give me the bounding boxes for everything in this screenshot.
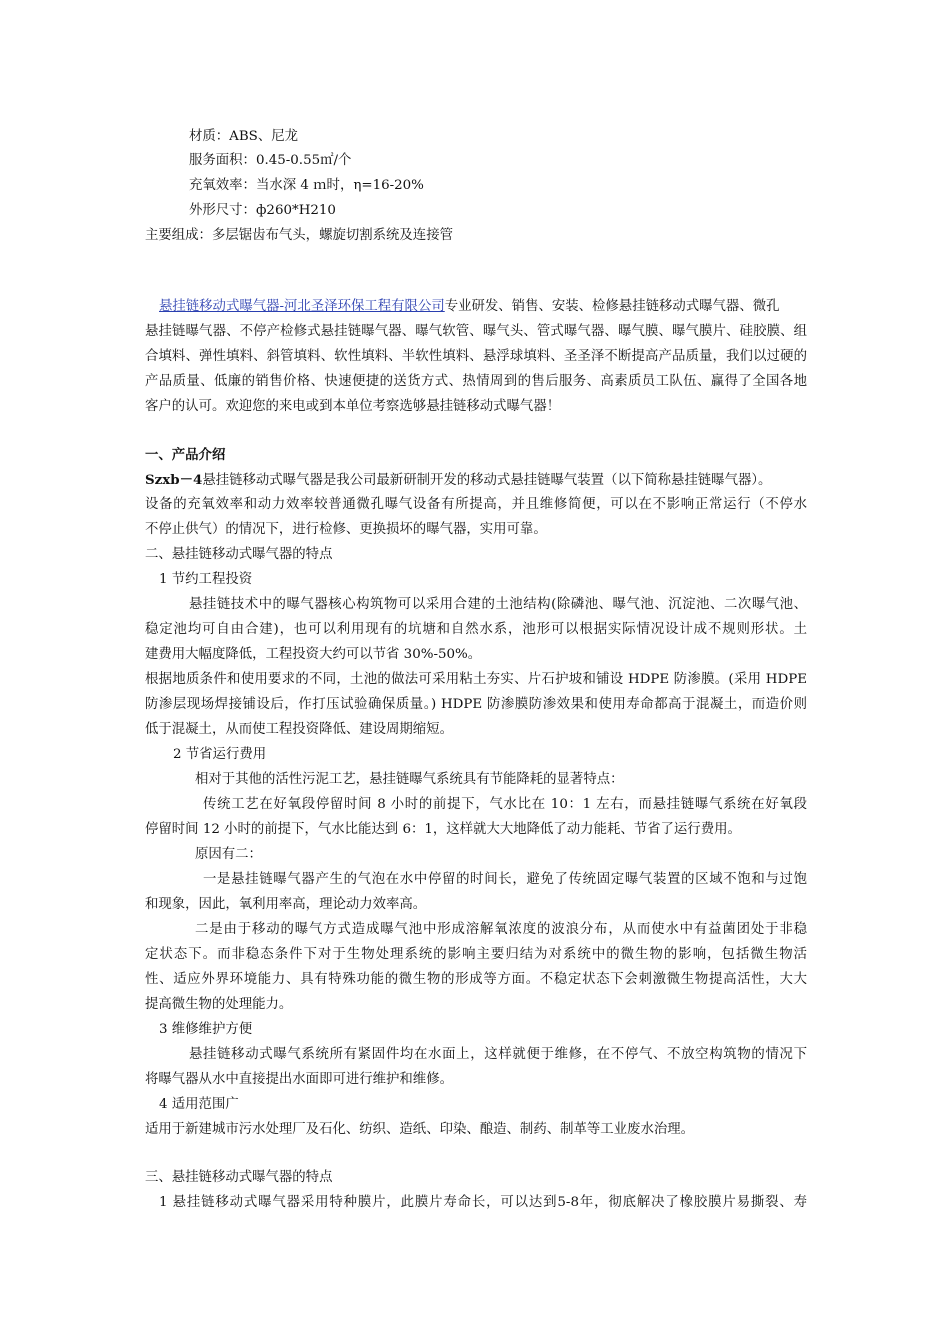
section-2-item-2-p2-l1: 传统工艺在好氧段停留时间 8 小时的前提下，气水比在 10：1 左右，而悬挂链曝气系统在好氧段 <box>203 797 807 812</box>
section-2-item-1-p2-l1: 根据地质条件和使用要求的不同，土池的做法可采用粘土夯实、片石护坡和铺设 HDPE 防渗膜。(采用 HDPE <box>145 672 807 687</box>
spec-composition: 主要组成：多层锯齿布气头，螺旋切割系统及连接管 <box>145 228 453 243</box>
spec-material: 材质：ABS、尼龙 <box>189 129 299 144</box>
intro-line-5: 客户的认可。欢迎您的来电或到本单位考察选够悬挂链移动式曝气器！ <box>145 399 561 414</box>
model-number: Szxb－4 <box>145 472 203 488</box>
section-2-heading: 二、悬挂链移动式曝气器的特点 <box>145 547 333 562</box>
section-1-line-1-text: 悬挂链移动式曝气器是我公司最新研制开发的移动式悬挂链曝气装置（以下简称悬挂链曝气器）。 <box>202 473 772 488</box>
intro-line-3: 合填料、弹性填料、斜管填料、软性填料、半软性填料、悬浮球填料、圣圣泽不断提高产品质量，我们以过硬的 <box>145 349 807 364</box>
section-3-heading: 三、悬挂链移动式曝气器的特点 <box>145 1170 333 1185</box>
section-2-item-4-l1: 适用于新建城市污水处理厂及石化、纺织、造纸、印染、酿造、制药、制革等工业废水治理。 <box>145 1122 695 1137</box>
intro-line-4: 产品质量、低廉的销售价格、快速便捷的送货方式、热情周到的售后服务、高素质员工队伍、赢得了全国各地 <box>145 374 807 389</box>
section-2-item-3-l2: 将曝气器从水中直接提出水面即可进行维护和维修。 <box>145 1072 453 1087</box>
section-2-item-2-title: 2 节省运行费用 <box>173 747 267 762</box>
section-2-item-1-p2-l3: 低于混凝土，从而使工程投资降低、建设周期缩短。 <box>145 722 453 737</box>
intro-line-1-text: 专业研发、销售、安装、检修悬挂链移动式曝气器、微孔 <box>444 299 780 314</box>
section-2-item-1-p1-l1: 悬挂链技术中的曝气器核心构筑物可以采用合建的土池结构(除磷池、曝气池、沉淀池、二次曝气池、 <box>189 597 807 612</box>
spec-service-area: 服务面积：0.45-0.55㎡/个 <box>189 153 352 168</box>
section-1-heading: 一、产品介绍 <box>145 447 226 463</box>
section-1-line-2: 设备的充氧效率和动力效率较普通微孔曝气设备有所提高，并且维修简便，可以在不影响正常运行（不停水 <box>145 497 807 512</box>
spec-dimensions: 外形尺寸：ф260*H210 <box>189 203 336 218</box>
section-2-item-1-p1-l3: 建费用大幅度降低，工程投资大约可以节省 30%-50%。 <box>145 647 482 662</box>
intro-line-2: 悬挂链曝气器、不停产检修式悬挂链曝气器、曝气软管、曝气头、管式曝气器、曝气膜、曝气膜片、硅胶膜、组 <box>145 324 807 339</box>
section-2-item-2-r2-l2: 定状态下。而非稳态条件下对于生物处理系统的影响主要归结为对系统中的微生物的影响，包括微生物活 <box>145 947 807 962</box>
section-2-item-2-p2-l2: 停留时间 12 小时的前提下，气水比能达到 6：1，这样就大大地降低了动力能耗、节省了运行费用。 <box>145 822 741 837</box>
section-2-item-4-title: 4 适用范围广 <box>159 1097 239 1112</box>
section-2-item-2-r1-l2: 和现象，因此，氧利用率高，理论动力效率高。 <box>145 897 427 912</box>
section-2-item-2-reason: 原因有二： <box>195 847 262 862</box>
section-2-item-3-l1: 悬挂链移动式曝气系统所有紧固件均在水面上，这样就便于维修，在不停气、不放空构筑物的情况下 <box>189 1047 807 1062</box>
section-1-line-1 <box>145 470 771 491</box>
section-2-item-1-title: 1 节约工程投资 <box>159 572 253 587</box>
intro-line-1 <box>159 297 780 317</box>
section-2-item-1-p2-l2: 防渗层现场焊接铺设后，作打压试验确保质量。) HDPE 防渗膜防渗效果和使用寿命都高于混凝土，而造价则 <box>145 697 807 712</box>
section-2-item-2-r1-l1: 一是悬挂链曝气器产生的气泡在水中停留的时间长，避免了传统固定曝气装置的区域不饱和与过饱 <box>203 872 807 887</box>
section-2-item-3-title: 3 维修维护方便 <box>159 1022 253 1037</box>
section-2-item-2-r2-l4: 提高微生物的处理能力。 <box>145 997 293 1012</box>
spec-oxygen-efficiency: 充氧效率：当水深 4 ｍ时，η=16-20% <box>189 178 424 193</box>
section-2-item-2-p1: 相对于其他的活性污泥工艺，悬挂链曝气系统具有节能降耗的显著特点： <box>195 772 624 787</box>
section-1-line-3: 不停止供气）的情况下，进行检修、更换损坏的曝气器，实用可靠。 <box>145 522 547 537</box>
section-3-item-1-l1: 1 悬挂链移动式曝气器采用特种膜片，此膜片寿命长，可以达到5-8年，彻底解决了橡胶膜片易撕裂、寿 <box>159 1195 807 1210</box>
company-link[interactable]: 悬挂链移动式曝气器-河北圣泽环保工程有限公司 <box>159 299 445 314</box>
section-2-item-2-r2-l1: 二是由于移动的曝气方式造成曝气池中形成溶解氧浓度的波浪分布，从而使水中有益菌团处于非稳 <box>195 922 807 937</box>
section-2-item-1-p1-l2: 稳定池均可自由合建)，也可以利用现有的坑塘和自然水系，池形可以根据实际情况设计成不规则形状。土 <box>145 622 807 637</box>
section-2-item-2-r2-l3: 性、适应外界环境能力、具有特殊功能的微生物的形成等方面。不稳定状态下会刺激微生物提高活性，大大 <box>145 972 807 987</box>
